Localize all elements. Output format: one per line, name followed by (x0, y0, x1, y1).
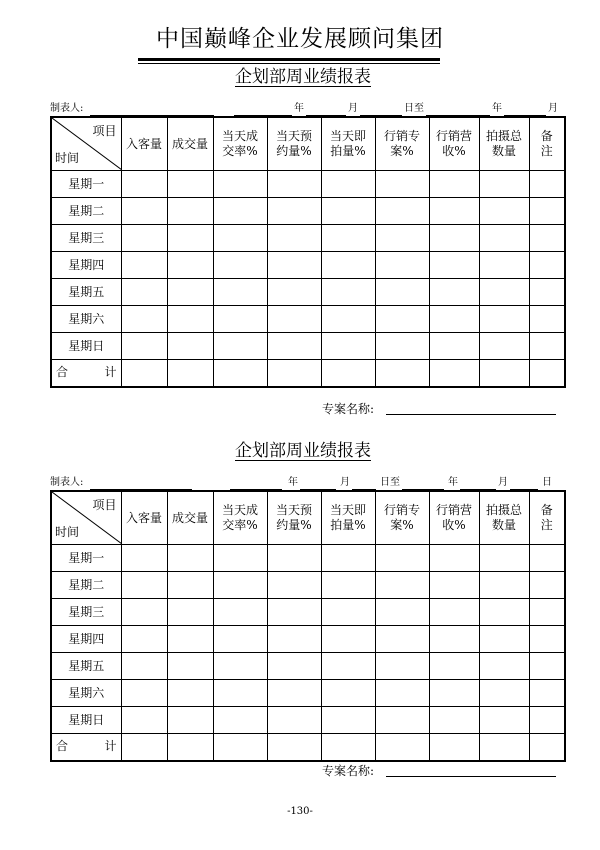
column-header-line2: 拍量% (330, 144, 366, 158)
column-header-line1: 当天预 (275, 503, 312, 517)
total-cell[interactable] (375, 734, 429, 761)
row-label: 星期三 (51, 599, 121, 626)
day-to-label: 日至 (380, 477, 400, 488)
column-header-line1: 备 (540, 129, 553, 143)
column-header (375, 491, 429, 545)
data-cell[interactable] (429, 626, 479, 653)
data-cell[interactable] (479, 599, 529, 626)
data-cell[interactable] (213, 626, 267, 653)
data-cell[interactable] (121, 333, 167, 360)
data-cell[interactable] (267, 333, 321, 360)
column-header-line1: 成交量 (171, 510, 208, 525)
header-row (51, 491, 565, 545)
data-cell[interactable] (529, 653, 565, 680)
data-cell[interactable] (267, 545, 321, 572)
data-cell[interactable] (529, 198, 565, 225)
data-cell[interactable] (321, 225, 375, 252)
data-cell[interactable] (267, 572, 321, 599)
data-cell[interactable] (321, 333, 375, 360)
data-cell[interactable] (213, 572, 267, 599)
column-header-line2: 注 (540, 518, 553, 532)
data-cell[interactable] (375, 707, 429, 734)
column-header-line2: 数量 (491, 518, 516, 532)
data-cell[interactable] (529, 599, 565, 626)
data-cell[interactable] (267, 252, 321, 279)
data-cell[interactable] (167, 225, 213, 252)
data-cell[interactable] (479, 198, 529, 225)
data-cell[interactable] (213, 252, 267, 279)
data-cell[interactable] (121, 626, 167, 653)
data-cell[interactable] (321, 707, 375, 734)
corner-time-label: 时间 (55, 525, 80, 539)
row-label: 星期二 (51, 572, 121, 599)
corner-header (51, 491, 121, 545)
total-cell[interactable] (529, 360, 565, 387)
data-cell[interactable] (121, 279, 167, 306)
column-header-line1: 行销营 (435, 503, 472, 517)
data-cell[interactable] (167, 171, 213, 198)
data-cell[interactable] (479, 333, 529, 360)
data-cell[interactable] (321, 198, 375, 225)
data-cell[interactable] (267, 279, 321, 306)
column-header-line2: 拍量% (330, 518, 366, 532)
column-header-line1: 当天即 (329, 503, 366, 517)
total-cell[interactable] (167, 734, 213, 761)
column-header-line1: 备 (540, 503, 553, 517)
form-title: 企划部周业绩报表 (235, 441, 371, 461)
start-year-field[interactable] (234, 115, 292, 116)
start-month-field[interactable] (306, 115, 346, 116)
end-day-field[interactable] (510, 489, 538, 490)
data-cell[interactable] (121, 599, 167, 626)
data-cell[interactable] (479, 680, 529, 707)
data-cell[interactable] (167, 680, 213, 707)
total-cell[interactable] (429, 360, 479, 387)
column-header (213, 491, 267, 545)
corner-header (51, 117, 121, 171)
column-header (479, 491, 529, 545)
table-row (51, 653, 565, 680)
project-name-label: 专案名称: (322, 402, 375, 416)
data-cell[interactable] (321, 171, 375, 198)
data-cell[interactable] (213, 225, 267, 252)
table-row (51, 306, 565, 333)
project-name-label: 专案名称: (322, 764, 375, 778)
data-cell[interactable] (529, 680, 565, 707)
data-cell[interactable] (429, 653, 479, 680)
total-char-1: 合 (56, 365, 69, 380)
data-cell[interactable] (267, 599, 321, 626)
data-cell[interactable] (213, 171, 267, 198)
total-cell[interactable] (267, 734, 321, 761)
maker-label: 制表人: (50, 477, 84, 488)
table-row (51, 225, 565, 252)
data-cell[interactable] (375, 572, 429, 599)
data-cell[interactable] (429, 306, 479, 333)
row-label: 星期三 (51, 225, 121, 252)
column-header (321, 491, 375, 545)
data-cell[interactable] (479, 626, 529, 653)
column-header-line1: 行销专 (383, 129, 420, 143)
end-year-field[interactable] (402, 489, 444, 490)
data-cell[interactable] (167, 599, 213, 626)
data-cell[interactable] (529, 572, 565, 599)
start-month-field[interactable] (300, 489, 336, 490)
meta-row (50, 98, 556, 116)
data-cell[interactable] (479, 653, 529, 680)
data-cell[interactable] (429, 252, 479, 279)
page-number: -130- (287, 806, 313, 817)
column-header-line2: 约量% (276, 144, 312, 158)
total-cell[interactable] (479, 360, 529, 387)
table-row (51, 680, 565, 707)
column-header-line2: 交率% (222, 144, 258, 158)
data-cell[interactable] (429, 707, 479, 734)
data-cell[interactable] (479, 252, 529, 279)
data-cell[interactable] (375, 680, 429, 707)
end-month-field[interactable] (504, 115, 546, 116)
start-day-field[interactable] (352, 489, 376, 490)
column-header (121, 491, 167, 545)
column-header-line2: 案% (390, 144, 414, 158)
corner-item-label: 项目 (92, 124, 117, 138)
data-cell[interactable] (167, 707, 213, 734)
data-cell[interactable] (529, 252, 565, 279)
project-name-field[interactable] (386, 776, 556, 777)
total-cell[interactable] (529, 734, 565, 761)
data-cell[interactable] (375, 225, 429, 252)
table-row (51, 599, 565, 626)
total-label (51, 734, 121, 761)
title-rule-thick (138, 58, 440, 61)
data-cell[interactable] (375, 171, 429, 198)
column-header-line2: 数量 (491, 144, 516, 158)
total-label (51, 360, 121, 387)
data-cell[interactable] (167, 653, 213, 680)
data-cell[interactable] (375, 306, 429, 333)
data-cell[interactable] (121, 572, 167, 599)
column-header (321, 117, 375, 171)
data-cell[interactable] (121, 198, 167, 225)
report-table (50, 116, 566, 388)
column-header (121, 117, 167, 171)
data-cell[interactable] (429, 171, 479, 198)
row-label: 星期五 (51, 653, 121, 680)
data-cell[interactable] (479, 306, 529, 333)
month-label: 月 (548, 103, 558, 114)
column-header (529, 491, 565, 545)
data-cell[interactable] (167, 198, 213, 225)
data-cell[interactable] (321, 572, 375, 599)
total-cell[interactable] (121, 360, 167, 387)
page-title: 中国巅峰企业发展顾问集团 (156, 26, 444, 52)
data-cell[interactable] (479, 545, 529, 572)
column-header-line1: 行销专 (383, 503, 420, 517)
data-cell[interactable] (213, 333, 267, 360)
row-label: 星期四 (51, 252, 121, 279)
total-char-2: 计 (104, 365, 117, 380)
table-row (51, 252, 565, 279)
data-cell[interactable] (429, 198, 479, 225)
data-cell[interactable] (479, 279, 529, 306)
table-row (51, 198, 565, 225)
total-cell[interactable] (321, 734, 375, 761)
data-cell[interactable] (267, 707, 321, 734)
data-cell[interactable] (213, 306, 267, 333)
end-year-field[interactable] (426, 115, 490, 116)
data-cell[interactable] (429, 225, 479, 252)
day-to-label: 日至 (404, 103, 424, 114)
table-row (51, 333, 565, 360)
header-row (51, 117, 565, 171)
data-cell[interactable] (429, 572, 479, 599)
data-cell[interactable] (213, 680, 267, 707)
data-cell[interactable] (267, 198, 321, 225)
data-cell[interactable] (375, 198, 429, 225)
maker-field[interactable] (90, 489, 192, 490)
data-cell[interactable] (429, 599, 479, 626)
column-header-line2: 交率% (222, 518, 258, 532)
total-cell[interactable] (429, 734, 479, 761)
data-cell[interactable] (213, 653, 267, 680)
total-cell[interactable] (267, 360, 321, 387)
data-cell[interactable] (479, 707, 529, 734)
data-cell[interactable] (167, 279, 213, 306)
data-cell[interactable] (267, 306, 321, 333)
year-label: 年 (448, 477, 458, 488)
column-header-line1: 拍摄总 (485, 129, 522, 143)
row-label: 星期一 (51, 545, 121, 572)
data-cell[interactable] (167, 306, 213, 333)
data-cell[interactable] (267, 171, 321, 198)
day-label: 日 (542, 477, 552, 488)
data-cell[interactable] (529, 626, 565, 653)
data-cell[interactable] (375, 599, 429, 626)
column-header-line2: 约量% (276, 518, 312, 532)
data-cell[interactable] (375, 653, 429, 680)
form-section-1 (50, 66, 556, 388)
data-cell[interactable] (321, 279, 375, 306)
data-cell[interactable] (479, 171, 529, 198)
table-row (51, 545, 565, 572)
total-cell[interactable] (479, 734, 529, 761)
data-cell[interactable] (213, 599, 267, 626)
end-month-field[interactable] (460, 489, 496, 490)
data-cell[interactable] (321, 545, 375, 572)
data-cell[interactable] (267, 653, 321, 680)
start-year-field[interactable] (230, 489, 282, 490)
table-row (51, 279, 565, 306)
data-cell[interactable] (121, 653, 167, 680)
column-header-line2: 收% (442, 144, 466, 158)
data-cell[interactable] (529, 333, 565, 360)
column-header (167, 117, 213, 171)
total-cell[interactable] (167, 360, 213, 387)
start-day-field[interactable] (360, 115, 402, 116)
total-cell[interactable] (121, 734, 167, 761)
corner-time-label: 时间 (55, 151, 80, 165)
column-header-line1: 入客量 (125, 510, 162, 525)
column-header (267, 491, 321, 545)
column-header (429, 117, 479, 171)
data-cell[interactable] (529, 707, 565, 734)
data-cell[interactable] (479, 572, 529, 599)
maker-field[interactable] (90, 115, 214, 116)
column-header-line2: 案% (390, 518, 414, 532)
year-label: 年 (288, 477, 298, 488)
title-rule-thin (138, 63, 440, 64)
data-cell[interactable] (529, 225, 565, 252)
data-cell[interactable] (167, 333, 213, 360)
maker-label: 制表人: (50, 103, 84, 114)
total-cell[interactable] (213, 360, 267, 387)
data-cell[interactable] (375, 545, 429, 572)
column-header-line2: 收% (442, 518, 466, 532)
data-cell[interactable] (375, 333, 429, 360)
total-char-1: 合 (56, 739, 69, 754)
data-cell[interactable] (213, 198, 267, 225)
data-cell[interactable] (429, 680, 479, 707)
column-header-line1: 成交量 (171, 136, 208, 151)
month-label: 月 (498, 477, 508, 488)
form-section-2 (50, 440, 556, 762)
column-header-line1: 当天成 (221, 503, 258, 517)
data-cell[interactable] (213, 279, 267, 306)
year-label: 年 (294, 103, 304, 114)
data-cell[interactable] (529, 279, 565, 306)
column-header-line2: 注 (540, 144, 553, 158)
column-header (479, 117, 529, 171)
data-cell[interactable] (213, 545, 267, 572)
data-cell[interactable] (267, 626, 321, 653)
column-header-line1: 行销营 (435, 129, 472, 143)
row-label: 星期五 (51, 279, 121, 306)
data-cell[interactable] (375, 626, 429, 653)
total-row (51, 734, 565, 761)
data-cell[interactable] (121, 306, 167, 333)
data-cell[interactable] (167, 626, 213, 653)
data-cell[interactable] (321, 252, 375, 279)
data-cell[interactable] (121, 545, 167, 572)
data-cell[interactable] (479, 225, 529, 252)
table-row (51, 171, 565, 198)
data-cell[interactable] (375, 252, 429, 279)
column-header (375, 117, 429, 171)
row-label: 星期六 (51, 680, 121, 707)
month-label: 月 (348, 103, 358, 114)
data-cell[interactable] (529, 171, 565, 198)
total-cell[interactable] (213, 734, 267, 761)
column-header (267, 117, 321, 171)
data-cell[interactable] (121, 252, 167, 279)
table-row (51, 626, 565, 653)
project-name-field[interactable] (386, 414, 556, 415)
data-cell[interactable] (213, 707, 267, 734)
meta-row (50, 472, 556, 490)
data-cell[interactable] (321, 653, 375, 680)
data-cell[interactable] (167, 572, 213, 599)
column-header (529, 117, 565, 171)
report-table (50, 490, 566, 762)
total-char-2: 计 (104, 739, 117, 754)
data-cell[interactable] (267, 225, 321, 252)
row-label: 星期六 (51, 306, 121, 333)
data-cell[interactable] (529, 306, 565, 333)
data-cell[interactable] (529, 545, 565, 572)
data-cell[interactable] (321, 680, 375, 707)
row-label: 星期日 (51, 333, 121, 360)
data-cell[interactable] (121, 171, 167, 198)
row-label: 星期四 (51, 626, 121, 653)
column-header (213, 117, 267, 171)
data-cell[interactable] (121, 707, 167, 734)
total-cell[interactable] (321, 360, 375, 387)
data-cell[interactable] (375, 279, 429, 306)
data-cell[interactable] (121, 680, 167, 707)
form-title: 企划部周业绩报表 (235, 67, 371, 87)
column-header-line1: 当天成 (221, 129, 258, 143)
table-row (51, 707, 565, 734)
month-label: 月 (340, 477, 350, 488)
data-cell[interactable] (429, 279, 479, 306)
column-header-line1: 当天预 (275, 129, 312, 143)
data-cell[interactable] (429, 545, 479, 572)
data-cell[interactable] (121, 225, 167, 252)
row-label: 星期日 (51, 707, 121, 734)
data-cell[interactable] (167, 545, 213, 572)
year-label: 年 (492, 103, 502, 114)
table-row (51, 572, 565, 599)
data-cell[interactable] (267, 680, 321, 707)
data-cell[interactable] (321, 626, 375, 653)
total-row (51, 360, 565, 387)
total-cell[interactable] (375, 360, 429, 387)
column-header-line1: 拍摄总 (485, 503, 522, 517)
column-header (429, 491, 479, 545)
corner-item-label: 项目 (92, 498, 117, 512)
row-label: 星期一 (51, 171, 121, 198)
data-cell[interactable] (167, 252, 213, 279)
data-cell[interactable] (429, 333, 479, 360)
data-cell[interactable] (321, 599, 375, 626)
column-header (167, 491, 213, 545)
data-cell[interactable] (321, 306, 375, 333)
column-header-line1: 当天即 (329, 129, 366, 143)
column-header-line1: 入客量 (125, 136, 162, 151)
row-label: 星期二 (51, 198, 121, 225)
